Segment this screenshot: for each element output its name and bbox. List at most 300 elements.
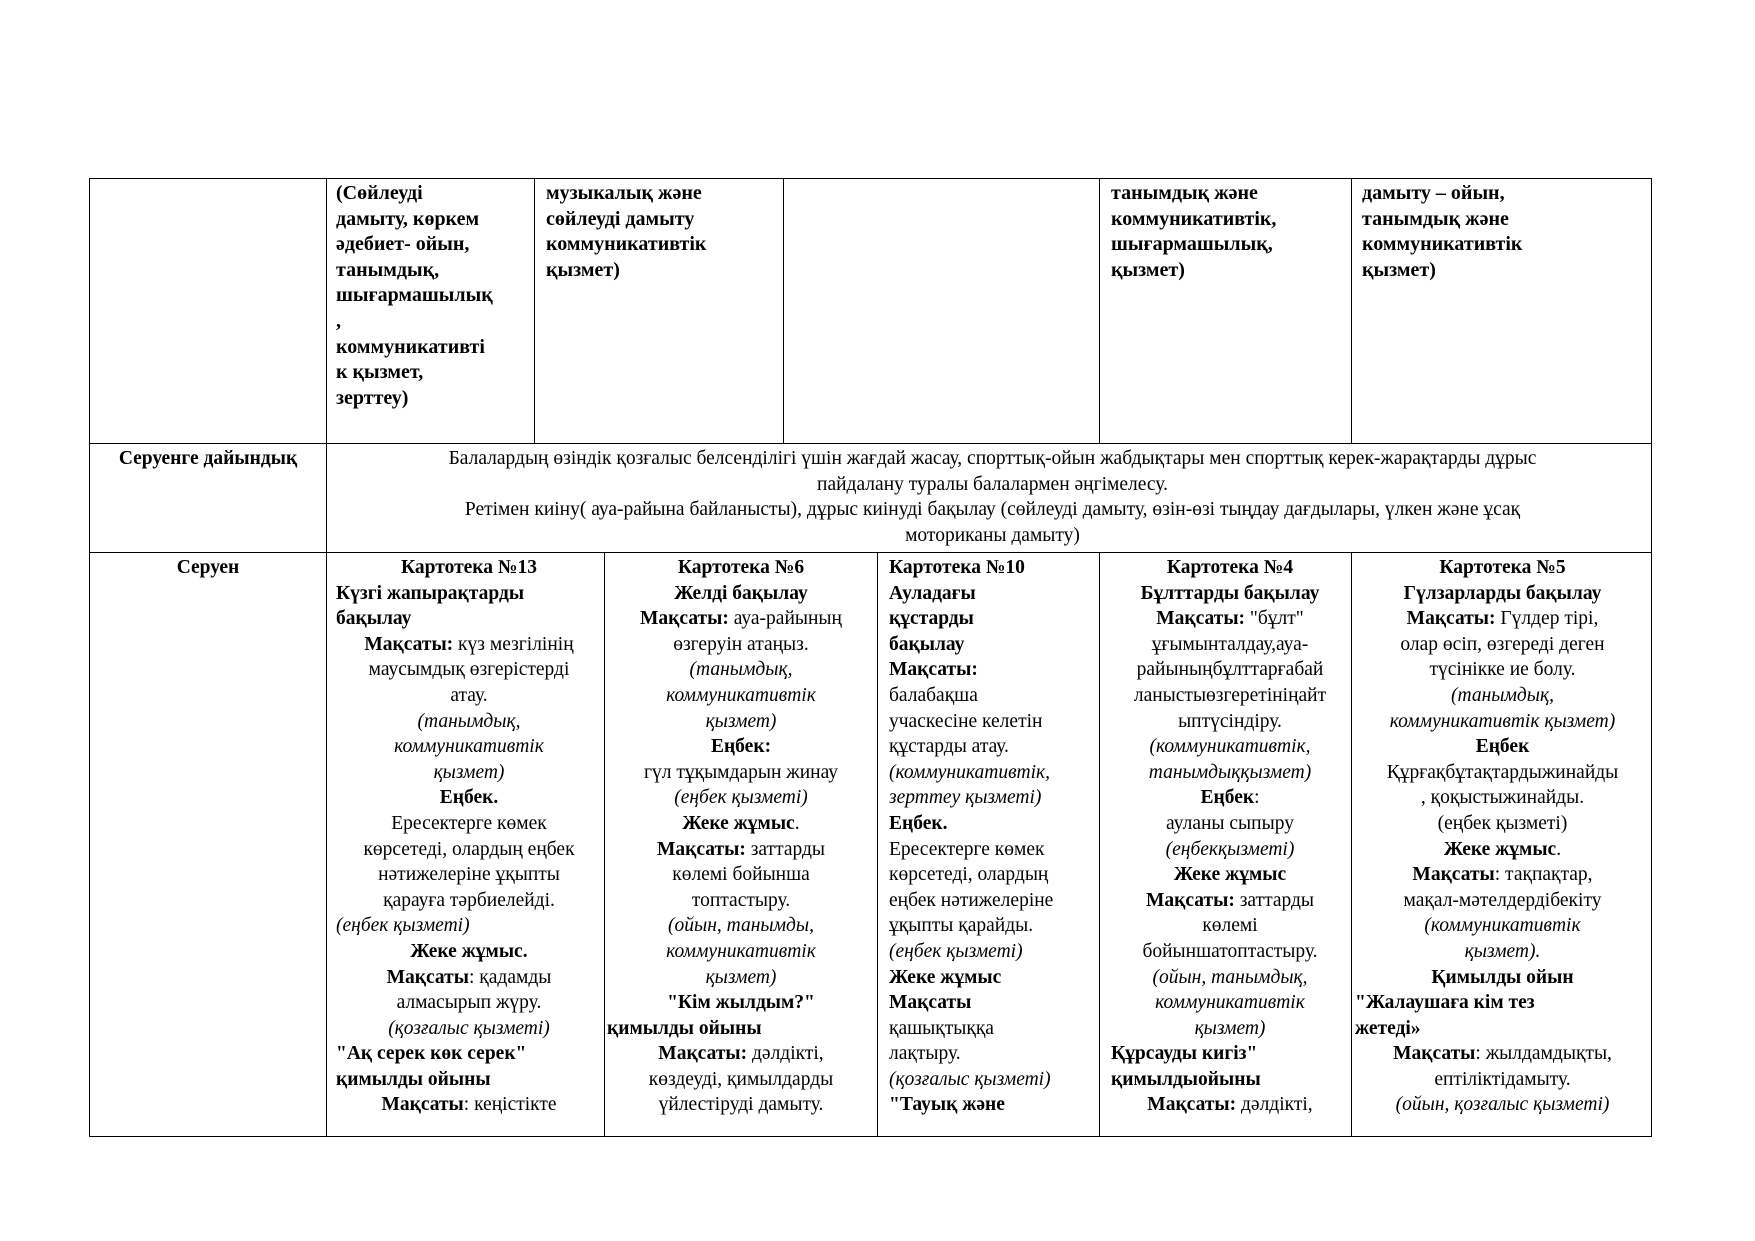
- line-text: құстарды: [889, 608, 974, 630]
- line-text: Мақсаты: [1412, 864, 1495, 886]
- line-text: қызмет).: [1464, 940, 1541, 962]
- line-text: ыптүсіндіру.: [1178, 710, 1282, 732]
- walk-col-border: [604, 552, 605, 1136]
- line-text-rest: : жылдамдықты,: [1475, 1043, 1612, 1065]
- line-text: Еңбек: [1475, 736, 1530, 758]
- card-line: [889, 1092, 1097, 1118]
- top-cell-5: [1362, 181, 1650, 283]
- line-text: Жеке жұмыс: [682, 812, 795, 834]
- card-line: [1355, 1092, 1650, 1118]
- card-line: [1355, 785, 1650, 811]
- line-text: (қозғалыс қызметі): [388, 1017, 550, 1039]
- line-text: райыныңбұлттарғабай: [1136, 659, 1324, 681]
- card-line: [889, 785, 1097, 811]
- card-line: [607, 1067, 875, 1093]
- line-text: Ересектерге көмек: [391, 812, 547, 834]
- card-line: [889, 837, 1097, 863]
- top-cell-line: [546, 207, 782, 233]
- card-line: [1111, 888, 1349, 914]
- line-text: қимылды ойыны: [336, 1068, 491, 1090]
- line-text: "Ақ серек көк серек": [336, 1043, 527, 1065]
- card-line: [1355, 606, 1650, 632]
- line-text: қызмет): [546, 258, 620, 281]
- line-text: гүл тұқымдарын жинау: [643, 761, 839, 783]
- top-cell-line: [336, 207, 532, 233]
- table-border-left: [89, 178, 90, 1137]
- line-text: Мақсаты: [381, 1094, 464, 1116]
- line-text: Мақсаты: [386, 966, 469, 988]
- walk-card-2: [607, 555, 875, 1118]
- card-line: [889, 965, 1097, 991]
- line-text: атау.: [450, 684, 488, 706]
- line-text: Ауладағы: [889, 582, 976, 604]
- top-cell-line: [1362, 181, 1650, 207]
- card-line: [1355, 811, 1650, 837]
- card-line: [1111, 837, 1349, 863]
- card-line: [336, 1067, 602, 1093]
- top-cell-2: [546, 181, 782, 283]
- line-text-rest: "бұлт": [1245, 608, 1304, 630]
- line-text: (коммуникативтік: [1424, 915, 1581, 937]
- card-line: [1355, 939, 1650, 965]
- line-text: үйлестіруді дамыту.: [658, 1094, 824, 1116]
- line-text: "Жалаушаға кім тез: [1355, 992, 1535, 1014]
- top-cell-line: [546, 258, 782, 284]
- line-text: ұғымынталдау,ауа-: [1151, 633, 1309, 655]
- line-text: (еңбек қызметі): [336, 915, 470, 937]
- card-line: [336, 939, 602, 965]
- card-line: [1355, 632, 1650, 658]
- top-cell-line: [336, 386, 532, 412]
- line-text: (еңбек қызметі): [674, 787, 808, 809]
- card-line: [1111, 965, 1349, 991]
- card-line: [1355, 1067, 1650, 1093]
- line-text: зерттеу): [336, 386, 409, 409]
- card-line: [607, 606, 875, 632]
- card-line: [1355, 888, 1650, 914]
- walk-card-4: [1111, 555, 1349, 1118]
- top-cell-line: [1362, 207, 1650, 233]
- card-line: [1355, 990, 1650, 1016]
- line-text: Бұлттарды бақылау: [1140, 582, 1320, 604]
- line-text: Мақсаты:: [658, 1043, 748, 1065]
- line-text: нәтижелеріне ұқыпты: [378, 864, 560, 886]
- card-line: [889, 632, 1097, 658]
- line-text: көрсетеді, олардың еңбек: [363, 838, 575, 860]
- line-text: ептіліктідамыту.: [1434, 1068, 1571, 1090]
- top-cell-line: [336, 360, 532, 386]
- line-text: сөйлеуді дамыту: [546, 207, 695, 230]
- line-text: Мақсаты:: [1147, 1094, 1237, 1116]
- card-line: [1355, 709, 1650, 735]
- card-line: [336, 913, 602, 939]
- line-text: жетеді»: [1355, 1017, 1421, 1039]
- line-text: музыкалық және: [546, 182, 702, 204]
- line-text: Картотека №6: [677, 557, 805, 578]
- card-line: [1111, 811, 1349, 837]
- line-text: к қызмет,: [336, 361, 424, 384]
- top-cell-line: [1111, 181, 1349, 207]
- card-line: [1355, 581, 1650, 607]
- card-line: [607, 657, 875, 683]
- top-cell-line: [336, 335, 532, 361]
- card-line: [1111, 709, 1349, 735]
- prep-line: Ретімен киіну( ауа-райына байланысты), дұрыс киінуді бақылау (сөйлеуді дамыту, өзін-өзі тыңдау дағдылары, үлкен және ұсақ: [464, 499, 1521, 521]
- line-text: Картотека №5: [1439, 557, 1566, 578]
- top-cell-line: [336, 309, 532, 335]
- line-text: зерттеу қызметі): [889, 787, 1042, 809]
- prep-line: Балалардың өзіндік қозғалыс белсенділігі үшін жағдай жасау, спорттық-ойын жабдықтары мен спорттық керек-жарақтарды дұрыс: [448, 448, 1537, 469]
- line-text: танымдыққызмет): [1148, 761, 1312, 783]
- line-text: Мақсаты: [889, 992, 972, 1014]
- card-line: [1355, 760, 1650, 786]
- top-cell-line: [546, 232, 782, 258]
- top-cell-line: [1362, 258, 1650, 284]
- line-text: ұқыпты қарайды.: [889, 915, 1034, 937]
- prep-text: [333, 446, 1652, 548]
- line-text-rest: :: [1254, 787, 1260, 809]
- line-text: қызмет): [705, 710, 777, 732]
- top-cell-line: [1362, 232, 1650, 258]
- card-line: [889, 862, 1097, 888]
- line-text: учаскесіне келетін: [889, 710, 1043, 732]
- top-cell-line: [1111, 207, 1349, 233]
- line-text: Мақсаты:: [364, 633, 454, 655]
- card-line: [336, 837, 602, 863]
- top-cell-1: [336, 181, 532, 411]
- walk-label: Серуен: [176, 557, 240, 578]
- card-line: [607, 1016, 875, 1042]
- line-text-rest: дәлдікті,: [747, 1043, 824, 1065]
- line-text: коммуникативтік: [1155, 992, 1305, 1014]
- card-line: [336, 760, 602, 786]
- card-line: [336, 709, 602, 735]
- line-text: Гүлзарларды бақылау: [1403, 582, 1602, 604]
- line-text: (қозғалыс қызметі): [889, 1068, 1051, 1090]
- card-line: [607, 888, 875, 914]
- card-line: [607, 555, 875, 581]
- card-line: [1111, 862, 1349, 888]
- line-text: Ересектерге көмек: [889, 838, 1045, 860]
- line-text: (ойын, танымдық,: [1152, 966, 1308, 988]
- card-line: [889, 939, 1097, 965]
- prep-label-cell: [90, 446, 326, 472]
- line-text: құстарды атау.: [889, 736, 1009, 758]
- table-border-top: [89, 178, 1652, 179]
- line-text: қимылды ойыны: [607, 1017, 762, 1039]
- top-col-border: [1099, 178, 1100, 443]
- line-text: Құрғақбұтақтардыжинайды: [1386, 761, 1619, 783]
- card-line: [607, 913, 875, 939]
- card-line: [889, 657, 1097, 683]
- line-text: Жеке жұмыс.: [410, 940, 528, 962]
- line-text: Еңбек:: [710, 736, 772, 758]
- card-line: [889, 555, 1097, 581]
- card-line: [336, 581, 602, 607]
- card-line: [607, 785, 875, 811]
- line-text: (коммуникативтік,: [1149, 736, 1311, 758]
- card-line: [336, 811, 602, 837]
- card-line: [607, 683, 875, 709]
- line-text: дамыту – ойын,: [1362, 182, 1505, 204]
- line-text: Желді бақылау: [674, 582, 808, 604]
- line-text: Еңбек.: [439, 787, 499, 809]
- line-text: Қимылды ойын: [1431, 966, 1574, 988]
- top-col-border: [1351, 178, 1352, 443]
- table-border-right: [1651, 178, 1652, 1137]
- prep-line: моториканы дамыту): [905, 524, 1080, 546]
- line-text: коммуникативтік: [666, 684, 816, 706]
- card-line: [1111, 1067, 1349, 1093]
- card-line: [336, 1041, 602, 1067]
- card-line: [607, 811, 875, 837]
- line-text: (ойын, танымды,: [668, 915, 814, 937]
- line-text: көздеуді, қимылдарды: [648, 1068, 834, 1090]
- line-text: (Сөйлеуді: [336, 182, 423, 204]
- line-text: қызмет): [1362, 258, 1436, 281]
- line-text-rest: ауа-райының: [728, 608, 842, 630]
- line-text-rest: Гүлдер тірі,: [1495, 608, 1599, 630]
- line-text: Еңбек: [1200, 787, 1255, 809]
- walk-label-cell: [90, 555, 326, 581]
- card-line: [607, 862, 875, 888]
- card-line: [336, 888, 602, 914]
- top-cell-4: [1111, 181, 1349, 283]
- card-line: [607, 1092, 875, 1118]
- line-text: Мақсаты:: [1406, 608, 1496, 630]
- line-text: шығармашылық,: [1111, 233, 1273, 256]
- line-text: көрсетеді, олардың: [889, 864, 1049, 886]
- line-text: көлемі бойынша: [672, 864, 810, 886]
- card-line: [889, 606, 1097, 632]
- card-line: [1111, 1016, 1349, 1042]
- card-line: [607, 581, 875, 607]
- line-text: Жеке жұмыс: [889, 966, 1002, 988]
- line-text: Картотека №10: [889, 557, 1025, 578]
- line-text: (танымдық,: [417, 710, 521, 732]
- line-text: Жеке жұмыс: [1443, 838, 1557, 860]
- card-line: [889, 581, 1097, 607]
- card-line: [889, 1067, 1097, 1093]
- top-col-border: [783, 178, 784, 443]
- card-line: [336, 990, 602, 1016]
- walk-col-border: [1351, 552, 1352, 1136]
- line-text: маусымдық өзгерістерді: [368, 659, 570, 681]
- card-line: [607, 939, 875, 965]
- line-text: лақтыру.: [889, 1043, 961, 1065]
- line-text: бойыншатоптастыру.: [1142, 940, 1318, 962]
- card-line: [889, 709, 1097, 735]
- line-text: қашықтыққа: [889, 1017, 994, 1039]
- line-text: Картотека №13: [401, 557, 537, 578]
- line-text-rest: күз мезгілінің: [453, 633, 574, 655]
- card-line: [1111, 683, 1349, 709]
- line-text: ,: [336, 309, 341, 332]
- card-line: [1355, 862, 1650, 888]
- top-cell-line: [1111, 258, 1349, 284]
- line-text-rest: дәлдікті,: [1236, 1094, 1313, 1116]
- line-text: Мақсаты:: [1145, 889, 1235, 911]
- card-line: [1111, 632, 1349, 658]
- card-line: [889, 888, 1097, 914]
- line-text: Мақсаты: [1393, 1043, 1476, 1065]
- line-text: коммуникативтік: [1362, 233, 1523, 256]
- line-text-rest: : тақпақтар,: [1494, 864, 1593, 886]
- card-line: [607, 709, 875, 735]
- card-line: [1111, 913, 1349, 939]
- line-text: бақылау: [889, 633, 965, 655]
- top-cell-line: [336, 258, 532, 284]
- line-text-rest: .: [1556, 838, 1562, 860]
- label-column-border: [326, 178, 327, 1137]
- line-text: Мақсаты:: [656, 838, 746, 860]
- line-text: коммуникативтік: [394, 736, 544, 758]
- line-text: коммуникативтік қызмет): [1389, 710, 1616, 732]
- card-line: [607, 837, 875, 863]
- line-text: (танымдық,: [689, 659, 793, 681]
- card-line: [1355, 657, 1650, 683]
- walk-card-3: [889, 555, 1097, 1118]
- line-text: коммуникативтік: [666, 940, 816, 962]
- top-cell-line: [336, 283, 532, 309]
- card-line: [336, 734, 602, 760]
- card-line: [336, 965, 602, 991]
- card-line: [1355, 965, 1650, 991]
- card-line: [1355, 734, 1650, 760]
- line-text: өзгеруін атаңыз.: [673, 633, 809, 655]
- line-text-rest: : қадамды: [468, 966, 552, 988]
- card-line: [1111, 990, 1349, 1016]
- card-line: [336, 683, 602, 709]
- line-text: Құрсауды кигіз": [1111, 1043, 1258, 1065]
- line-text: (танымдық,: [1451, 684, 1554, 706]
- prep-label: Серуенге дайындық: [118, 448, 298, 469]
- card-line: [607, 965, 875, 991]
- card-line: [1355, 555, 1650, 581]
- line-text: танымдық және: [1111, 182, 1258, 204]
- line-text: көлемі: [1202, 915, 1258, 937]
- line-text: Жеке жұмыс: [1173, 864, 1287, 886]
- line-text: Күзгі жапырақтарды: [336, 582, 525, 604]
- card-line: [1355, 1041, 1650, 1067]
- line-text: танымдық,: [336, 258, 440, 281]
- card-line: [1355, 837, 1650, 863]
- line-text: қимылдыойыны: [1111, 1068, 1261, 1090]
- line-text: Картотека №4: [1166, 557, 1294, 578]
- top-cell-line: [1111, 232, 1349, 258]
- card-line: [607, 760, 875, 786]
- top-col-border: [534, 178, 535, 443]
- card-line: [1111, 606, 1349, 632]
- line-text: шығармашылық: [336, 284, 493, 307]
- card-line: [889, 683, 1097, 709]
- card-line: [1111, 555, 1349, 581]
- line-text: , қоқыстыжинайды.: [1420, 787, 1585, 809]
- line-text-rest: : кеңістікте: [463, 1094, 557, 1116]
- card-line: [889, 1041, 1097, 1067]
- line-text-rest: .: [794, 812, 800, 834]
- card-line: [889, 734, 1097, 760]
- line-text: коммуникативтік: [546, 233, 707, 256]
- card-line: [336, 632, 602, 658]
- card-line: [1111, 734, 1349, 760]
- top-cell-line: [336, 232, 532, 258]
- line-text: түсінікке ие болу.: [1429, 659, 1576, 681]
- line-text: (ойын, қозғалыс қызметі): [1395, 1094, 1610, 1116]
- table-border-bottom: [89, 1136, 1652, 1137]
- line-text: балабақша: [889, 684, 978, 706]
- table-border-row1: [89, 443, 1652, 444]
- card-line: [1111, 785, 1349, 811]
- card-line: [607, 990, 875, 1016]
- walk-card-1: [336, 555, 602, 1118]
- line-text: мақал-мәтелдердібекіту: [1403, 889, 1602, 911]
- line-text: қызмет): [705, 966, 777, 988]
- card-line: [336, 1016, 602, 1042]
- line-text: топтастыру.: [691, 889, 791, 911]
- top-cell-line: [546, 181, 782, 207]
- card-line: [336, 657, 602, 683]
- line-text: Мақсаты:: [1156, 608, 1246, 630]
- line-text: Мақсаты:: [889, 659, 978, 681]
- line-text: дамыту, көркем: [336, 207, 480, 230]
- card-line: [336, 1092, 602, 1118]
- line-text: (еңбекқызметі): [1165, 838, 1295, 860]
- line-text: Еңбек.: [889, 812, 948, 834]
- card-line: [607, 734, 875, 760]
- walk-card-5: [1355, 555, 1650, 1118]
- line-text-rest: заттарды: [1234, 889, 1314, 911]
- line-text: қызмет): [1194, 1017, 1266, 1039]
- line-text: (коммуникативтік,: [889, 761, 1051, 783]
- card-line: [607, 1041, 875, 1067]
- line-text: (еңбек қызметі): [1437, 812, 1568, 834]
- card-line: [1111, 1041, 1349, 1067]
- top-cell-line: [336, 181, 532, 207]
- walk-col-border: [1099, 552, 1100, 1136]
- card-line: [1355, 913, 1650, 939]
- card-line: [889, 913, 1097, 939]
- card-line: [1111, 581, 1349, 607]
- line-text: ауланы сыпыру: [1166, 812, 1294, 834]
- line-text: қызмет): [433, 761, 505, 783]
- line-text: бақылау: [336, 608, 412, 630]
- line-text: танымдық және: [1362, 207, 1509, 230]
- line-text: еңбек нәтижелеріне: [889, 889, 1054, 911]
- prep-line: пайдалану туралы балалармен әңгімелесу.: [817, 473, 1168, 495]
- card-line: [1111, 657, 1349, 683]
- card-line: [889, 1016, 1097, 1042]
- line-text: коммуникативті: [336, 335, 485, 358]
- line-text: алмасырып жүру.: [396, 992, 542, 1014]
- card-line: [1355, 683, 1650, 709]
- card-line: [1355, 1016, 1650, 1042]
- card-line: [889, 811, 1097, 837]
- walk-col-border: [877, 552, 878, 1136]
- card-line: [889, 990, 1097, 1016]
- line-text: Мақсаты:: [640, 608, 729, 630]
- card-line: [1111, 760, 1349, 786]
- line-text: әдебиет- ойын,: [336, 233, 470, 256]
- card-line: [1111, 939, 1349, 965]
- line-text: "Тауық және: [889, 1094, 1005, 1116]
- line-text: олар өсіп, өзгереді деген: [1400, 633, 1605, 655]
- line-text-rest: заттарды: [745, 838, 825, 860]
- line-text: ланыстыөзгеретініңайт: [1133, 684, 1327, 706]
- card-line: [336, 785, 602, 811]
- line-text: (еңбек қызметі): [889, 940, 1023, 962]
- line-text: қызмет): [1111, 258, 1185, 281]
